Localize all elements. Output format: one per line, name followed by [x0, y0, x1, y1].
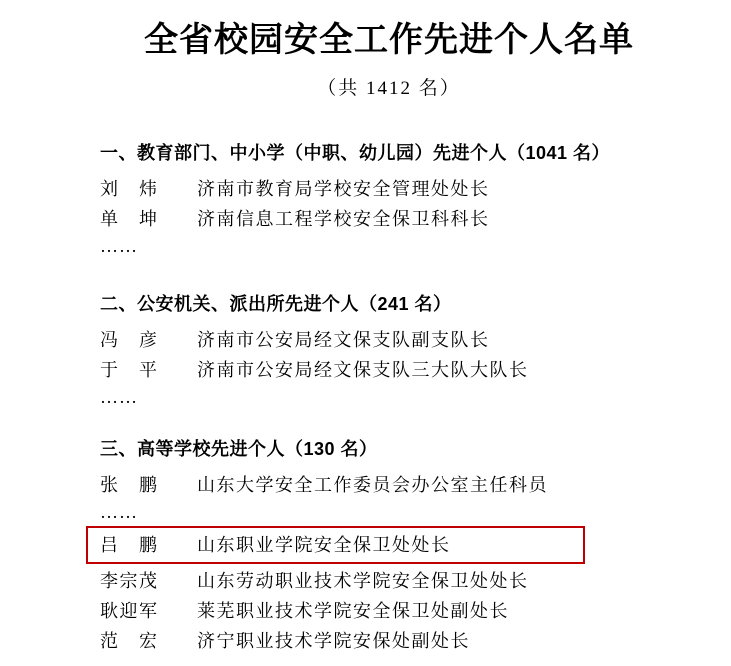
section-heading: 三、高等学校先进个人（130 名）	[100, 439, 378, 459]
list-item	[100, 355, 731, 385]
section-public-security	[100, 294, 731, 409]
section-rows	[100, 325, 731, 409]
person-name: 单 坤	[100, 209, 159, 229]
person-name: 耿迎军	[100, 601, 159, 621]
section-heading: 二、公安机关、派出所先进个人（241 名）	[100, 294, 452, 314]
section-higher-education	[100, 439, 731, 656]
person-position: 山东职业学院安全保卫处处长	[197, 535, 451, 555]
ellipsis-text: ……	[100, 502, 138, 522]
document-body	[0, 143, 731, 656]
person-name: 范 宏	[100, 631, 159, 651]
person-name: 冯 彦	[100, 330, 159, 350]
person-position: 济南市公安局经文保支队副支队长	[197, 330, 490, 350]
ellipsis-row	[100, 385, 731, 409]
person-position: 山东大学安全工作委员会办公室主任科员	[197, 475, 548, 495]
person-position: 莱芜职业技术学院安全保卫处副处长	[197, 601, 509, 621]
person-name: 吕 鹏	[100, 535, 159, 555]
list-item	[100, 596, 731, 626]
list-item	[100, 566, 731, 596]
person-position: 济宁职业技术学院安保处副处长	[197, 631, 470, 651]
list-item	[100, 325, 731, 355]
ellipsis-text: ……	[100, 387, 138, 407]
section-education	[100, 143, 731, 258]
person-position: 济南信息工程学校安全保卫科科长	[197, 209, 490, 229]
person-position: 济南市公安局经文保支队三大队大队长	[197, 360, 529, 380]
section-rows	[100, 174, 731, 258]
person-name: 刘 炜	[100, 179, 159, 199]
ellipsis-row	[100, 500, 731, 524]
list-item	[100, 626, 731, 656]
person-name: 张 鹏	[100, 475, 159, 495]
page-title: 全省校园安全工作先进个人名单	[144, 22, 634, 59]
person-name: 李宗茂	[100, 571, 159, 591]
person-position: 山东劳动职业技术学院安全保卫处处长	[197, 571, 529, 591]
list-item	[100, 174, 731, 204]
person-position: 济南市教育局学校安全管理处处长	[197, 179, 490, 199]
person-name: 于 平	[100, 360, 159, 380]
section-heading: 一、教育部门、中小学（中职、幼儿园）先进个人（1041 名）	[100, 143, 611, 163]
section-rows	[100, 470, 731, 656]
list-item	[100, 470, 731, 500]
document-header	[100, 22, 678, 101]
list-item	[100, 204, 731, 234]
highlighted-list-item	[86, 526, 585, 564]
total-count-subtitle: （共 1412 名）	[317, 78, 461, 99]
ellipsis-text: ……	[100, 236, 138, 256]
ellipsis-row	[100, 234, 731, 258]
